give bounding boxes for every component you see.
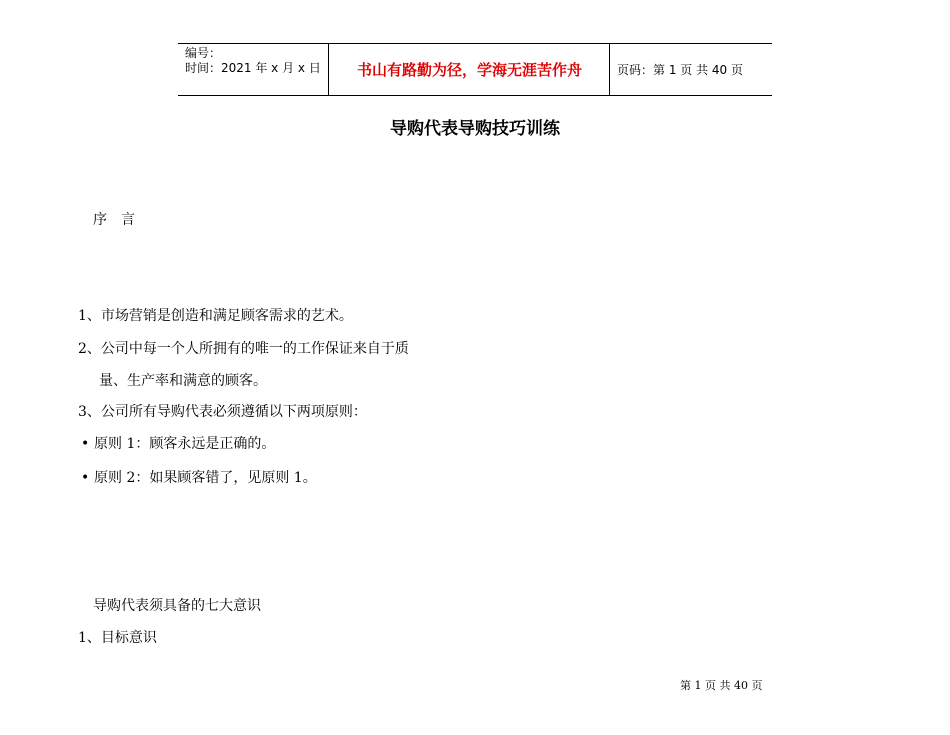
point-2-continued: 量、生产率和满意的顾客。 <box>99 373 267 389</box>
section-item-1: 1、目标意识 <box>78 630 157 646</box>
page-header <box>178 43 772 96</box>
header-motto-cell <box>329 44 610 95</box>
header-page-info: 页码：第 1 页 共 40 页 <box>617 63 743 77</box>
bullet-icon: • <box>81 470 90 486</box>
motto-text: 书山有路勤为径，学海无涯苦作舟 <box>356 61 582 79</box>
doc-number-label: 编号： <box>185 46 222 60</box>
point-1: 1、市场营销是创造和满足顾客需求的艺术。 <box>78 308 353 324</box>
header-meta-cell <box>178 44 329 95</box>
point-2: 2、公司中每一个人所拥有的唯一的工作保证来自于质 <box>78 341 409 357</box>
document-title: 导购代表导购技巧训练 <box>390 119 560 139</box>
preface-heading: 序 言 <box>93 212 135 228</box>
bullet-icon: • <box>81 436 90 452</box>
header-page-cell <box>610 44 772 95</box>
page-footer: 第 1 页 共 40 页 <box>680 679 763 692</box>
point-3: 3、公司所有导购代表必须遵循以下两项原则： <box>78 404 367 420</box>
principle-2: 原则 2：如果顾客错了，见原则 1。 <box>94 470 317 486</box>
section-heading: 导购代表须具备的七大意识 <box>93 598 261 614</box>
principle-1: 原则 1：顾客永远是正确的。 <box>94 436 276 452</box>
doc-date-label: 时间：2021 年 x 月 x 日 <box>185 61 321 75</box>
